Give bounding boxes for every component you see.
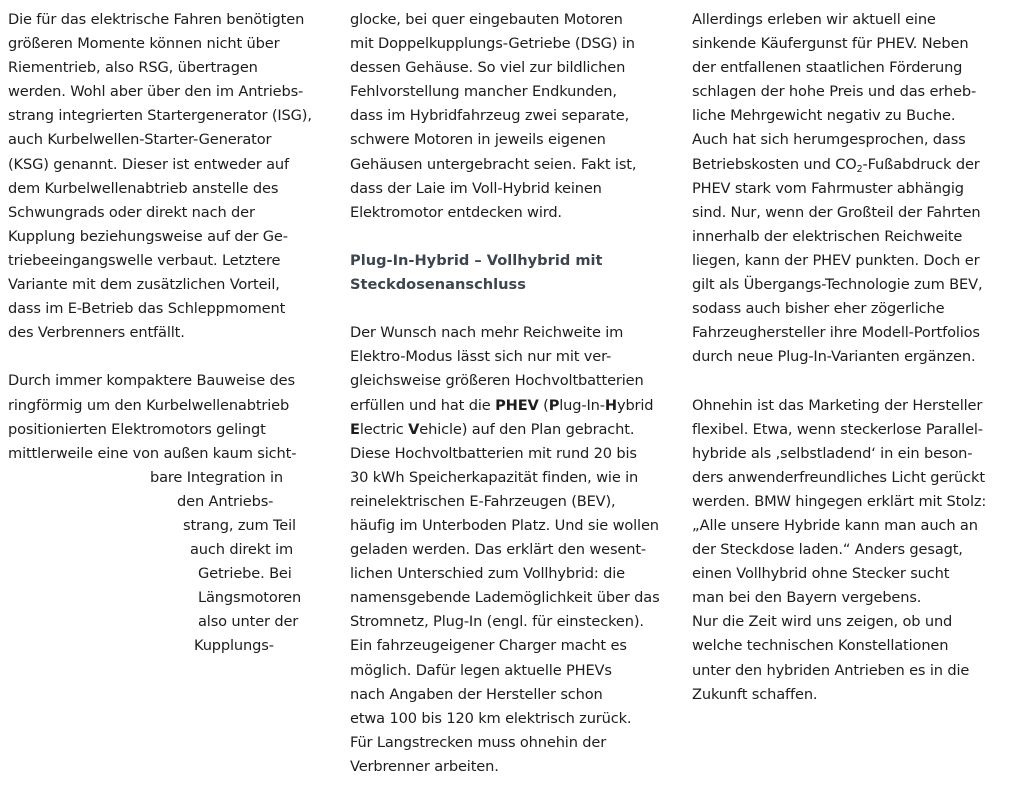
text-line: reinelektrischen E-Fahrzeugen (BEV),	[350, 492, 616, 510]
text-line: dessen Gehäuse. So viel zur bildlichen	[350, 59, 626, 77]
text-run: lectric	[359, 420, 409, 438]
paragraph-phev	[350, 321, 680, 779]
text-line: Verbrenner arbeiten.	[350, 757, 499, 775]
text-run: ybrid	[616, 396, 654, 414]
text-line: der entfallenen staatlichen Förderung	[692, 59, 963, 77]
text-line: dass im Hybridfahrzeug zwei separate,	[350, 107, 630, 125]
text-line: Gehäusen untergebracht seien. Fakt ist,	[350, 155, 637, 173]
text-line: welche technischen Konstellationen	[692, 637, 949, 655]
article-column-1	[8, 8, 330, 655]
subscript: 2	[856, 163, 863, 175]
text-line: bare Integration in	[150, 468, 284, 486]
text-line: geladen werden. Das erklärt den wesent-	[350, 541, 647, 559]
text-run: -Fußabdruck der	[862, 155, 980, 173]
text-line: Elektromotor entdecken wird.	[350, 203, 562, 221]
text-line: Die für das elektrische Fahren benötigten	[8, 11, 305, 28]
text-line: Riementrieb, also RSG, übertragen	[8, 59, 258, 77]
text-line: häufig im Unterboden Platz. Und sie wollen	[350, 516, 659, 534]
text-line: triebeeingangswelle verbaut. Letztere	[8, 251, 281, 269]
text-line: Ein fahrzeugeigener Charger macht es	[350, 637, 627, 655]
text-line: Kupplung beziehungsweise auf der Ge-	[8, 227, 288, 245]
acronym-letter: E	[350, 420, 360, 438]
text-line-electric-vehicle	[350, 418, 680, 442]
text-line: Stromnetz, Plug-In (engl. für einstecken).	[350, 613, 644, 631]
text-line: 30 kWh Speicherkapazität finden, wie in	[350, 468, 639, 486]
text-line: (KSG) genannt. Dieser ist entweder auf	[8, 155, 289, 173]
paragraph-marketing	[692, 394, 1014, 707]
text-line: des Verbrenners entfällt.	[8, 324, 185, 342]
text-line: mittlerweile eine von außen kaum sicht-	[8, 444, 297, 462]
text-line: auch direkt im	[190, 541, 294, 559]
text-line: glocke, bei quer eingebauten Motoren	[350, 11, 623, 28]
text-line: möglich. Dafür legen aktuelle PHEVs	[350, 661, 612, 679]
text-run: ehicle) auf den Plan gebracht.	[419, 420, 635, 438]
text-line: Diese Hochvoltbatterien mit rund 20 bis	[350, 444, 637, 462]
text-line: Variante mit dem zusätzlichen Vorteil,	[8, 276, 280, 294]
text-line: Nur die Zeit wird uns zeigen, ob und	[692, 613, 953, 631]
text-line: Fehlvorstellung mancher Endkunden,	[350, 83, 617, 101]
text-line: sodass auch bisher eher zögerliche	[692, 300, 945, 318]
text-line: PHEV stark vom Fahrmuster abhängig	[692, 179, 964, 197]
phev-abbreviation: PHEV	[495, 396, 539, 414]
text-run: Betriebskosten und CO	[692, 155, 857, 173]
text-line: größeren Momente können nicht über	[8, 35, 280, 53]
text-line: liegen, kann der PHEV punkten. Doch er	[692, 251, 980, 269]
text-line: dass der Laie im Voll-Hybrid keinen	[350, 179, 602, 197]
text-line: lichen Unterschied zum Vollhybrid: die	[350, 565, 625, 583]
text-line: auch Kurbelwellen-Starter-Generator	[8, 131, 272, 149]
text-run: erfüllen und hat die	[350, 396, 496, 414]
text-line: mit Doppelkupplungs-Getriebe (DSG) in	[350, 35, 635, 53]
text-line: sind. Nur, wenn der Großteil der Fahrten	[692, 203, 981, 221]
text-line: durch neue Plug-In-Varianten ergänzen.	[692, 348, 976, 366]
paragraph-gap	[350, 297, 680, 321]
acronym-letter: V	[408, 420, 420, 438]
text-line: nach Angaben der Hersteller schon	[350, 685, 603, 703]
text-line: den Antriebs-	[177, 492, 274, 510]
text-line: der Steckdose laden.“ Anders gesagt,	[692, 541, 963, 559]
text-line: Zukunft schaffen.	[692, 685, 818, 703]
text-line: also unter der	[198, 613, 299, 631]
text-line: werden. Wohl aber über den im Antriebs-	[8, 83, 304, 101]
heading-line: Steckdosenanschluss	[350, 276, 526, 294]
wrapped-text-block	[150, 466, 310, 659]
text-line: innerhalb der elektrischen Reichweite	[692, 227, 963, 245]
text-line: sinkende Käufergunst für PHEV. Neben	[692, 35, 969, 53]
paragraph-drive-torque	[8, 8, 330, 345]
text-line: liche Mehrgewicht negativ zu Buche.	[692, 107, 956, 125]
text-line: einen Vollhybrid ohne Stecker sucht	[692, 565, 950, 583]
paragraph-phev-decline	[692, 8, 1014, 369]
text-line: unter den hybriden Antrieben es in die	[692, 661, 970, 679]
article-column-3	[692, 8, 1014, 707]
acronym-letter: H	[604, 396, 617, 414]
text-line: ringförmig um den Kurbelwellenabtrieb	[8, 396, 290, 414]
text-line: hybride als ‚selbstladend‘ in ein beson-	[692, 444, 973, 462]
section-heading	[350, 249, 680, 297]
acronym-letter: P	[548, 396, 560, 414]
text-line: Fahrzeughersteller ihre Modell-Portfolios	[692, 324, 980, 342]
text-line: schwere Motoren in jeweils eigenen	[350, 131, 606, 149]
heading-line: Plug-In-Hybrid – Vollhybrid mit	[350, 251, 603, 269]
text-line-co2	[692, 153, 1014, 177]
text-line: Ohnehin ist das Marketing der Hersteller	[692, 396, 983, 414]
text-line-phev	[350, 394, 680, 418]
paragraph-gap	[350, 225, 680, 249]
text-line: ders anwenderfreundliches Licht gerückt	[692, 468, 985, 486]
text-line: etwa 100 bis 120 km elektrisch zurück.	[350, 709, 632, 727]
text-line: Auch hat sich herumgesprochen, dass	[692, 131, 966, 149]
text-line: „Alle unsere Hybride kann man auch an	[692, 516, 978, 534]
text-line: flexibel. Etwa, wenn steckerlose Parallel-	[692, 420, 983, 438]
text-line: Elektro-Modus lässt sich nur mit ver-	[350, 348, 612, 366]
text-line: namensgebende Lademöglichkeit über das	[350, 589, 660, 607]
text-line: Durch immer kompaktere Bauweise des	[8, 372, 295, 390]
text-line: man bei den Bayern vergebens.	[692, 589, 922, 607]
text-line: Kupplungs-	[194, 637, 274, 655]
paragraph-compact-design	[8, 369, 330, 655]
text-line: gilt als Übergangs-Technologie zum BEV,	[692, 276, 983, 294]
text-line: dem Kurbelwellenabtrieb anstelle des	[8, 179, 279, 197]
text-line: werden. BMW hingegen erklärt mit Stolz:	[692, 492, 987, 510]
article-column-2	[350, 8, 680, 779]
text-line: Längsmotoren	[198, 589, 302, 607]
text-run: (	[538, 396, 549, 414]
text-line: strang integrierten Startergenerator (ISG),	[8, 107, 312, 125]
text-line: dass im E-Betrieb das Schleppmoment	[8, 300, 286, 318]
text-line: Für Langstrecken muss ohnehin der	[350, 733, 607, 751]
text-line: Schwungrads oder direkt nach der	[8, 203, 255, 221]
text-line: strang, zum Teil	[183, 516, 296, 534]
paragraph-gap	[8, 345, 330, 369]
text-line: Allerdings erleben wir aktuell eine	[692, 11, 936, 28]
text-line: schlagen der hohe Preis und das erheb-	[692, 83, 977, 101]
text-line: Der Wunsch nach mehr Reichweite im	[350, 324, 624, 342]
text-line: positionierten Elektromotors gelingt	[8, 420, 266, 438]
text-line: Getriebe. Bei	[198, 565, 292, 583]
text-line: gleichsweise größeren Hochvoltbatterien	[350, 372, 644, 390]
paragraph-hybrid-misconception	[350, 8, 680, 225]
paragraph-gap	[692, 369, 1014, 393]
text-run: lug-In-	[559, 396, 605, 414]
